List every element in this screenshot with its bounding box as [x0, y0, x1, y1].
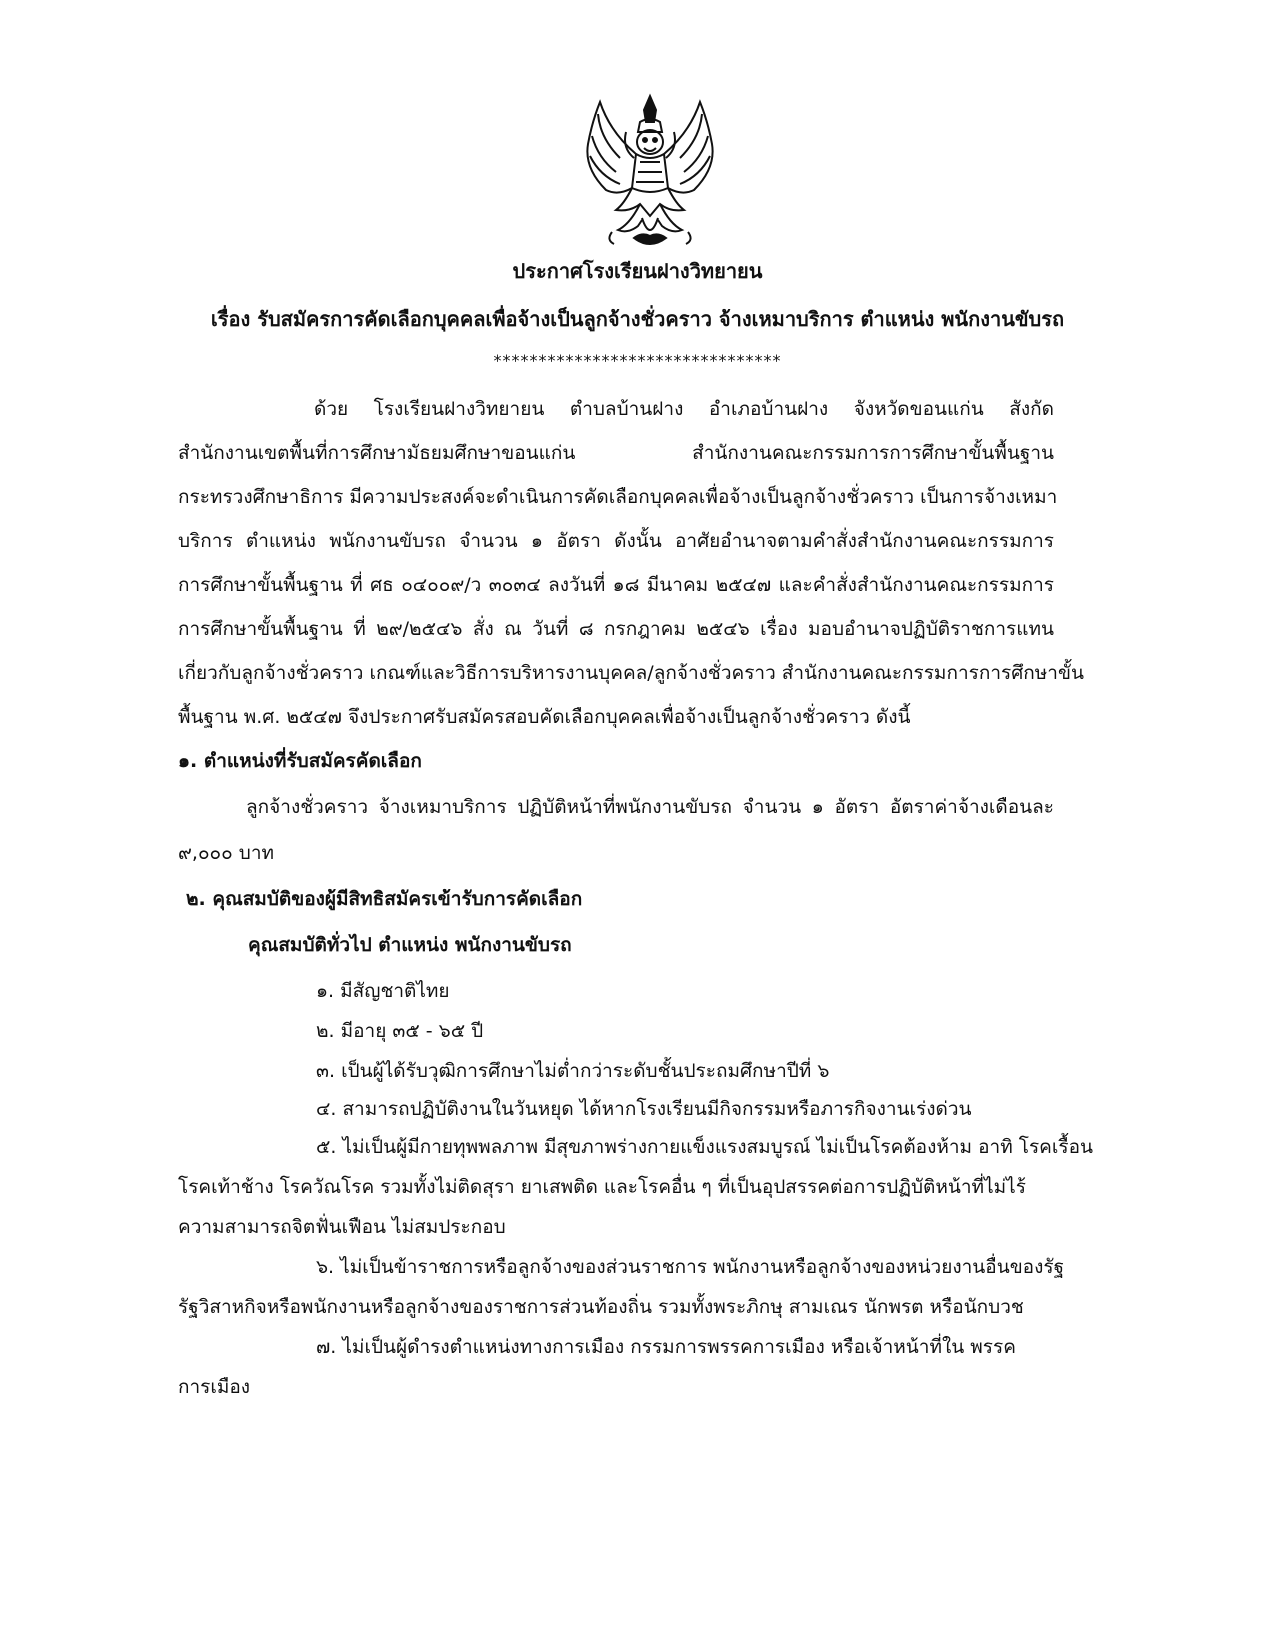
qualification-item: ๖. ไม่เป็นข้าราชการหรือลูกจ้างของส่วนราชการ พนักงานหรือลูกจ้างของหน่วยงานอื่นของรัฐ [316, 1256, 1065, 1278]
section1-line: ๙,๐๐๐ บาท [178, 842, 275, 864]
intro-line: เกี่ยวกับลูกจ้างชั่วคราว เกณฑ์และวิธีการบริหารงานบุคคล/ลูกจ้างชั่วคราว สำนักงานคณะกรรมการการศึกษาขั้น [178, 662, 1084, 684]
qualification-item: ๒. มีอายุ ๓๕ - ๖๕ ปี [316, 1020, 484, 1042]
section2-heading: ๒. คุณสมบัติของผู้มีสิทธิสมัครเข้ารับการคัดเลือก [186, 888, 583, 910]
section1-line: ลูกจ้างชั่วคราว จ้างเหมาบริการ ปฏิบัติหน้าที่พนักงานขับรถ จำนวน ๑ อัตรา อัตราค่าจ้างเดือนละ [246, 796, 1054, 818]
intro-line: พื้นฐาน พ.ศ. ๒๕๔๗ จึงประกาศรับสมัครสอบคัดเลือกบุคคลเพื่อจ้างเป็นลูกจ้างชั่วคราว ดังนี้ [178, 706, 911, 728]
qualification-item: ๕. ไม่เป็นผู้มีกายทุพพลภาพ มีสุขภาพร่างกายแข็งแรงสมบูรณ์ ไม่เป็นโรคต้องห้าม อาทิ โรคเรื้อน [316, 1136, 1093, 1158]
intro-line: ด้วย โรงเรียนฝางวิทยายน ตำบลบ้านฝาง อำเภอบ้านฝาง จังหวัดขอนแก่น สังกัด [314, 398, 1054, 420]
intro-line: การศึกษาขั้นพื้นฐาน ที่ ศธ ๐๔๐๐๙/ว ๓๐๓๔ ลงวันที่ ๑๘ มีนาคม ๒๕๔๗ และคำสั่งสำนักงานคณะกรรมการ [178, 574, 1054, 596]
qualification-item: ๔. สามารถปฏิบัติงานในวันหยุด ได้หากโรงเรียนมีกิจกรรมหรือภารกิจงานเร่งด่วน [316, 1098, 972, 1120]
page-title: ประกาศโรงเรียนฝางวิทยายน [512, 259, 763, 283]
qualification-item: ๑. มีสัญชาติไทย [316, 980, 450, 1002]
intro-line: บริการ ตำแหน่ง พนักงานขับรถ จำนวน ๑ อัตรา ดังนั้น อาศัยอำนาจตามคำสั่งสำนักงานคณะกรรมการ [178, 530, 1054, 552]
intro-line: การศึกษาขั้นพื้นฐาน ที่ ๒๙/๒๕๔๖ สั่ง ณ วันที่ ๘ กรกฎาคม ๒๕๔๖ เรื่อง มอบอำนาจปฏิบัติราชการแทน [178, 618, 1054, 640]
section1-heading: ๑. ตำแหน่งที่รับสมัครคัดเลือก [178, 750, 422, 772]
qualification-item: ๗. ไม่เป็นผู้ดำรงตำแหน่งทางการเมือง กรรมการพรรคการเมือง หรือเจ้าหน้าที่ใน พรรค [316, 1336, 1016, 1358]
separator: ******************************** [493, 351, 782, 370]
intro-line: กระทรวงศึกษาธิการ มีความประสงค์จะดำเนินการคัดเลือกบุคคลเพื่อจ้างเป็นลูกจ้างชั่วคราว เป็นการจ้างเหมา [178, 486, 1058, 508]
section2-subheading: คุณสมบัติทั่วไป ตำแหน่ง พนักงานขับรถ [248, 934, 572, 956]
qualification-item: ๓. เป็นผู้ได้รับวุฒิการศึกษาไม่ต่ำกว่าระดับชั้นประถมศึกษาปีที่ ๖ [316, 1060, 830, 1082]
qualification-item: ความสามารถจิตฟั่นเฟือน ไม่สมประกอบ [178, 1216, 506, 1238]
qualification-item: โรคเท้าช้าง โรควัณโรค รวมทั้งไม่ติดสุรา ยาเสพติด และโรคอื่น ๆ ที่เป็นอุปสรรคต่อการปฏิบัติหน้าที่ไม่ไร้ [178, 1176, 1026, 1198]
qualification-item: รัฐวิสาหกิจหรือพนักงานหรือลูกจ้างของราชการส่วนท้องถิ่น รวมทั้งพระภิกษุ สามเณร นักพรต หรือนักบวช [178, 1296, 1024, 1318]
garuda-emblem-icon [570, 92, 730, 252]
intro-line: สำนักงานเขตพื้นที่การศึกษามัธยมศึกษาขอนแก่น สำนักงานคณะกรรมการการศึกษาขั้นพื้นฐาน [178, 442, 1054, 464]
subject-line: เรื่อง รับสมัครการคัดเลือกบุคคลเพื่อจ้างเป็นลูกจ้างชั่วคราว จ้างเหมาบริการ ตำแหน่ง พนักงานขับรถ [210, 307, 1065, 331]
qualification-item: การเมือง [178, 1376, 251, 1398]
